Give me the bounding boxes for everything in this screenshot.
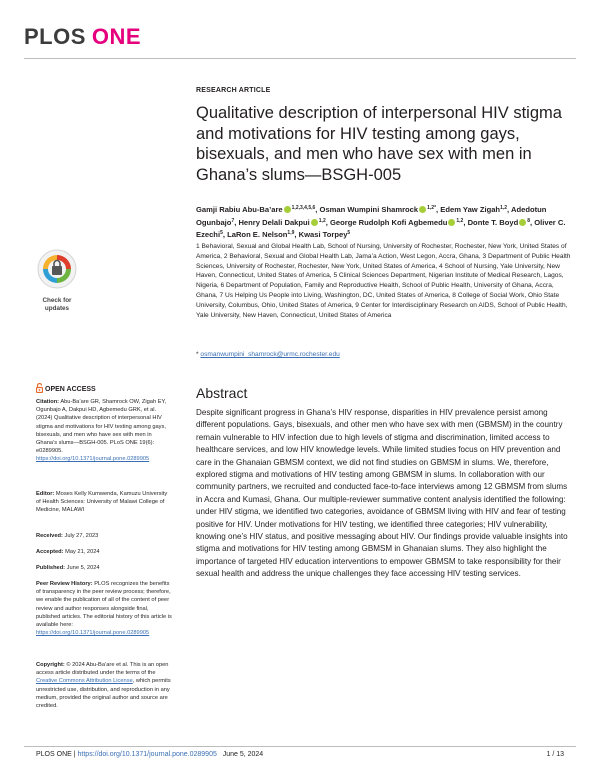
orcid-icon[interactable] <box>311 219 318 226</box>
page-footer: PLOS ONE | https://doi.org/10.1371/journal.pone.0289905 June 5, 2024 <box>36 751 264 758</box>
author-name[interactable]: Kwasi Torpey <box>298 230 348 240</box>
article-title: Qualitative description of interpersonal HIV stigma and motivations for HIV testing among gays, bisexuals, and men who have sex with men in Ghana’s slums—BSGH-005 <box>196 104 562 184</box>
check-for-updates-badge[interactable] <box>36 248 78 312</box>
orcid-icon[interactable] <box>519 219 526 226</box>
abstract-text: Despite significant progress in Ghana’s HIV response, disparities in HIV prevalence persist among different populations. Gays, bisexuals, and other men who have sex with men (GBMSM) in the country remain vulnerable to HIV infection due to high levels of stigma and discrimination, limited access to healthcare services, and low HIV knowledge levels. While limited studies focus on HIV prevention and care in the Ghanaian GBMSM context, we did not find studies on GBMSM in slums. We, therefore, explored stigma and motivations of HIV testing among GBMSM in slums. In collaboration with our community partners, we recruited and conducted face-to-face interviews among 12 GBMSM from slums in Accra and Kumasi, Ghana. Our multiple-reviewer summative content analysis identified the following: under HIV stigma, we identified two categories, avoidance of GBMSM living with HIV and fear of testing positive for HIV. Under motivations for HIV testing, we identified three categories; HIV vulnerability, knowing one’s HIV status, and positive messaging about HIV. Our findings provide valuable insights into stigma and motivations for HIV testing among GBMSM in Ghanaian slums. They also highlight the importance of targeted HIV education interventions to empower GBMSM to take responsibility for their sexual health and address the unique challenges they face accessing HIV testing services. <box>196 408 568 579</box>
corresponding-author: * osmanwumpini_shamrock@urmc.rochester.edu <box>196 351 340 358</box>
open-access-label: OPEN ACCESS <box>36 383 96 393</box>
header-divider <box>24 58 576 59</box>
orcid-icon[interactable] <box>284 206 291 213</box>
check-for-updates-text: Check for updates <box>42 297 72 312</box>
footer-doi-link[interactable]: https://doi.org/10.1371/journal.pone.0289905 <box>77 751 217 758</box>
citation-block: Citation: Abu-Ba’are GR, Shamrock OW, Zigah EY, Ogunbajo A, Dakpui HD, Agbemedu GRK, et al. (2024) Qualitative description of interpersonal HIV stigma and motivations for HIV testing among gays, bisexuals, and men who have sex with men in Ghana’s slums—BSGH-005. PLoS ONE 19(6): e0289905. https://doi.org/10.1371/journal.pone.0289905 <box>36 399 167 463</box>
author-name[interactable]: Edem Yaw Zigah <box>440 205 501 214</box>
article-type-label: RESEARCH ARTICLE <box>196 87 271 94</box>
author-name[interactable]: Oliver C. Ezechi <box>196 217 566 240</box>
author-name[interactable]: Gamji Rabiu Abu-Ba’are <box>196 205 283 214</box>
affiliations: 1 Behavioral, Sexual and Global Health Lab, School of Nursing, University of Rochester, Rochester, New York, United States of America, 2 Behavioral, Sexual and Global Health Lab, Jama’a Action, West Legon, Accra, Ghana, 3 Department of Public Health Sciences, University of Rochester, Rochester, New York, United States of America, 4 School of Nursing, Yale University, New Haven, Connecticut, United States of America, 5 Clinical Sciences Department, Nigerian Institute of Medical Research, Lagos, Nigeria, 6 Department of Population, Family and Reproductive Health, School of Public Health, University of Ghana, Accra, Ghana, 7 Us Helping Us People into Living, Washington, DC, United States of America, 8 College of Social Work, Ohio State University, Columbus, Ohio, United States of America, 9 Center for Interdisciplinary Research on AIDS, School of Public Health, Yale University, New Haven, Connecticut, United States of America <box>196 243 571 319</box>
open-lock-icon <box>36 383 43 393</box>
peer-review-link[interactable]: https://doi.org/10.1371/journal.pone.0289905 <box>36 630 150 637</box>
check-for-updates-icon <box>36 248 78 290</box>
author-name[interactable]: George Rudolph Kofi Agbemedu <box>329 217 448 227</box>
accepted-date: Accepted: May 21, 2024 <box>36 549 100 555</box>
author-name[interactable]: Osman Wumpini Shamrock <box>319 205 419 214</box>
author-name[interactable]: Henry Delali Dakpui <box>238 217 310 227</box>
license-link[interactable]: Creative Commons Attribution License <box>36 678 133 685</box>
author-name[interactable]: LaRon E. Nelson <box>227 230 288 240</box>
editor-block: Editor: Moses Kelly Kumwenda, Kamuzu University of Health Sciences: University of Malawi College of Medicine, MALAWI <box>36 491 168 514</box>
abstract-heading: Abstract <box>196 385 248 401</box>
peer-review-block: Peer Review History: PLOS recognizes the benefits of transparency in the peer review process; therefore, we enable the publication of all of the content of peer review and author responses alongside final, published articles. The editorial history of this article is available here: https://doi.org/10.1371/journal.pone.0289905 <box>36 581 172 637</box>
published-date: Published: June 5, 2024 <box>36 565 100 571</box>
received-date: Received: July 27, 2023 <box>36 533 99 539</box>
journal-logo-plos: PLOS <box>24 24 86 49</box>
author-name[interactable]: Donte T. Boyd <box>467 217 519 227</box>
journal-logo <box>24 24 141 50</box>
author-name[interactable]: Adedotun Ogunbajo <box>196 205 547 227</box>
citation-doi-link[interactable]: https://doi.org/10.1371/journal.pone.0289905 <box>36 456 150 463</box>
orcid-icon[interactable] <box>419 206 426 213</box>
copyright-block: Copyright: © 2024 Abu-Ba’are et al. This is an open access article distributed under the terms of the Creative Commons Attribution License, which permits unrestricted use, distribution, and reproduction in any medium, provided the original author and source are credited. <box>36 662 171 710</box>
corresponding-email-link[interactable]: osmanwumpini_shamrock@urmc.rochester.edu <box>200 351 340 358</box>
journal-logo-one: ONE <box>91 24 142 49</box>
page-number: 1 / 13 <box>546 751 564 758</box>
footer-date: June 5, 2024 <box>222 751 264 758</box>
orcid-icon[interactable] <box>448 219 455 226</box>
footer-journal: PLOS ONE <box>36 751 72 758</box>
author-list: Gamji Rabiu Abu-Ba’are $^{1,2,3,4,5,6}$, Osman Wumpini Shamrock $^{1,2*}$, Edem Yaw Zigah$^{1,2}$, Adedotun Ogunbajo$^7$, Henry Delali Dakpui $^{1,2}$, George Rudolph Kofi Agbemedu $^{1,2}$, Donte T. Boyd $^8$, Oliver C. Ezechi$^5$, LaRon E. Nelson$^{1,9}$, Kwasi Torpey$^5$ <box>196 205 566 240</box>
footer-divider <box>24 746 576 747</box>
